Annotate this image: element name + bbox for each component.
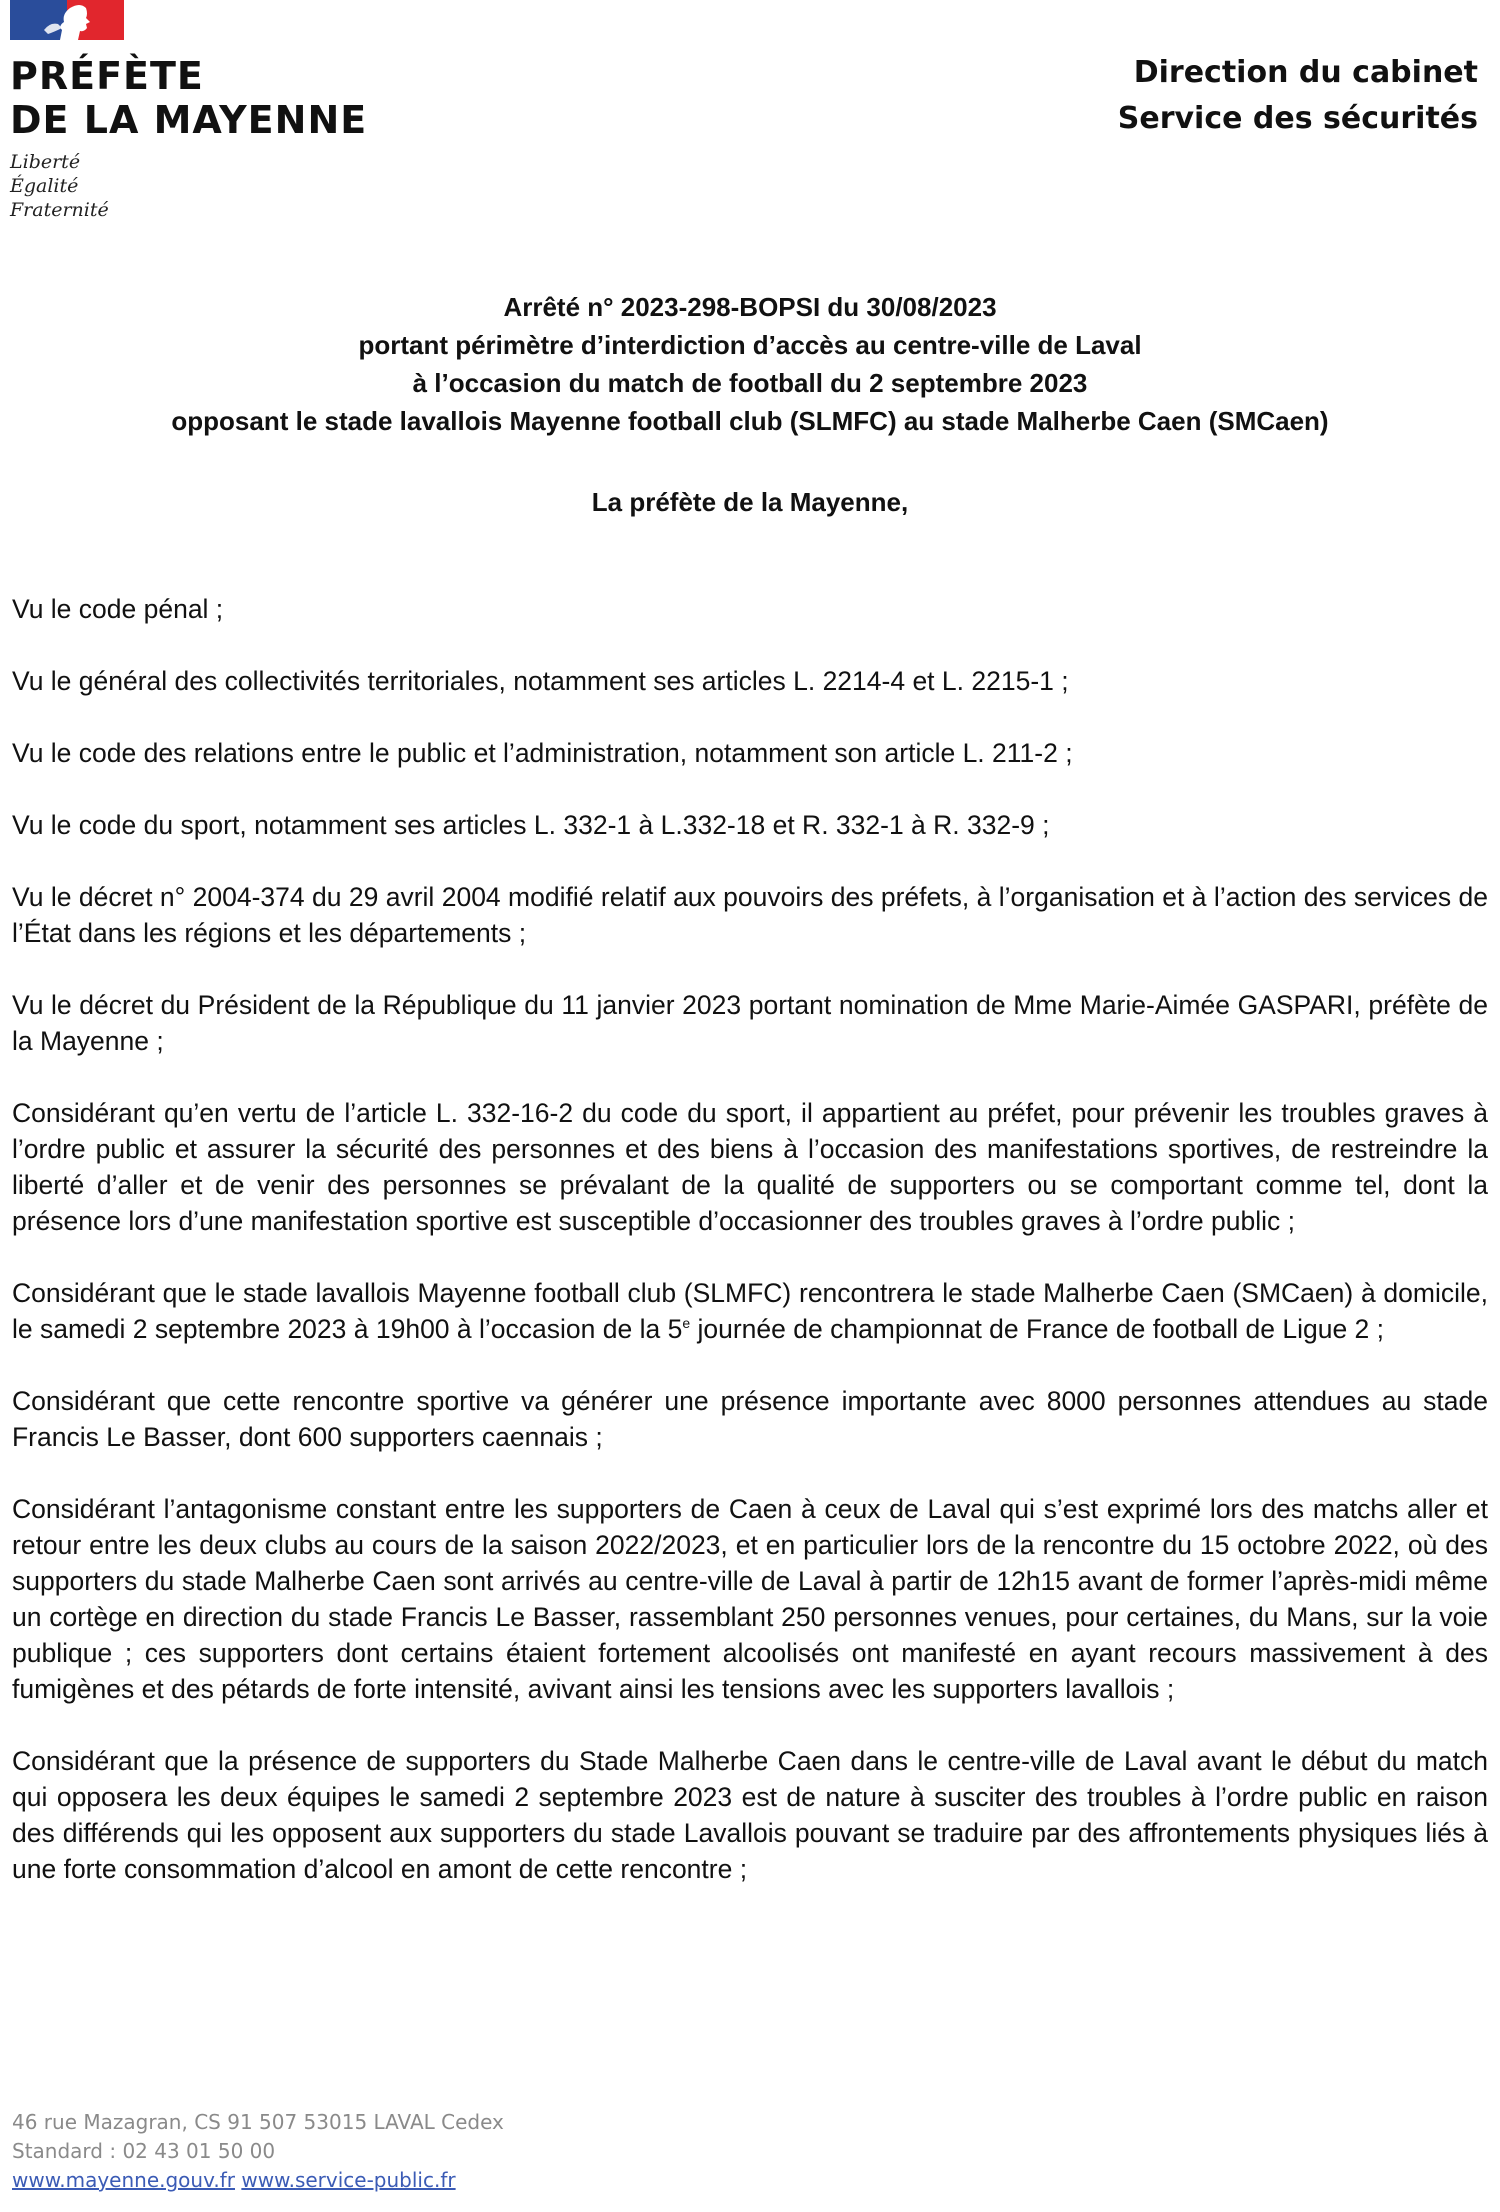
considerant-paragraph: Considérant l’antagonisme constant entre les supporters de Caen à ceux de Laval qui s’est exprimé lors des matchs aller et retour entre les deux clubs au cours de la saison 2022/2023, et en particulier lors de la rencontre du 15 octobre 2022, où des supporters du stade Malherbe Caen sont arrivés au centre-ville de Laval à partir de 12h15 avant de former l’après-midi même un cortège en direction du stade Francis Le Basser, rassemblant 250 personnes venues, pour certaines, du Mans, sur la voie publique ; ces supporters dont certains étaient fortement alcoolisés ont manifesté en ayant recours massivement à des fumigènes et des pétards de forte intensité, avivant ainsi les tensions avec les supporters lavallois ;: [12, 1494, 1488, 1704]
vu-paragraph: Vu le général des collectivités territoriales, notamment ses articles L. 2214-4 et L. 2215-1 ;: [12, 666, 1069, 696]
service-name: Service des sécurités: [1117, 101, 1478, 136]
decree-title-line-1: Arrêté n° 2023-298-BOPSI du 30/08/2023: [503, 292, 997, 322]
decree-title-line-2: portant périmètre d’interdiction d’accès au centre-ville de Laval: [358, 330, 1142, 360]
considerant-paragraph-match: [12, 1275, 1488, 1347]
decree-title: [0, 288, 1500, 440]
vu-paragraph: Vu le décret n° 2004-374 du 29 avril 2004 modifié relatif aux pouvoirs des préfets, à l’organisation et à l’action des services de l’État dans les régions et les départements ;: [12, 882, 1488, 948]
footer-address: 46 rue Mazagran, CS 91 507 53015 LAVAL Cedex: [12, 2110, 504, 2134]
prefecture-name-line-2: DE LA MAYENNE: [10, 98, 368, 142]
considerant-paragraph: Considérant que la présence de supporters du Stade Malherbe Caen dans le centre-ville de Laval avant le début du match qui opposera les deux équipes le samedi 2 septembre 2023 est de nature à susciter des troubles à l’ordre public en raison des différends qui les opposent aux supporters du stade Lavallois pouvant se traduire par des affrontements physiques liés à une forte consommation d’alcool en amont de cette rencontre ;: [12, 1746, 1488, 1884]
service-direction: Direction du cabinet: [1133, 55, 1478, 90]
republic-motto: [10, 150, 367, 222]
match-text-after: journée de championnat de France de football de Ligue 2 ;: [690, 1314, 1385, 1344]
marianne-profile-icon: [40, 0, 95, 40]
vu-paragraph: Vu le code pénal ;: [12, 594, 224, 624]
vu-paragraph: Vu le code du sport, notamment ses articles L. 332-1 à L.332-18 et R. 332-1 à R. 332-9 ;: [12, 810, 1050, 840]
service-public-link[interactable]: www.service-public.fr: [241, 2168, 456, 2192]
motto-liberte: Liberté: [10, 151, 81, 173]
prefecture-name: [10, 54, 367, 142]
vu-paragraph: Vu le décret du Président de la République du 11 janvier 2023 portant nomination de Mme Marie-Aimée GASPARI, préfète de la Mayenne ;: [12, 990, 1488, 1056]
decree-body: [12, 591, 1488, 1923]
prefecture-website-link[interactable]: www.mayenne.gouv.fr: [12, 2168, 235, 2192]
vu-paragraph: Vu le code des relations entre le public et l’administration, notamment son article L. 211-2 ;: [12, 738, 1073, 768]
ordinal-suffix: e: [682, 1315, 691, 1332]
footer-phone: Standard : 02 43 01 50 00: [12, 2139, 276, 2163]
motto-egalite: Égalité: [10, 175, 79, 197]
considerant-paragraph: Considérant que cette rencontre sportive va générer une présence importante avec 8000 personnes attendues au stade Francis Le Basser, dont 600 supporters caennais ;: [12, 1386, 1488, 1452]
marianne-flag-logo: [10, 0, 124, 40]
page-footer: [12, 2108, 504, 2195]
match-text-before: Considérant que le stade lavallois Mayenne football club (SLMFC) rencontrera le stade Malherbe Caen (SMCaen) à domicile, le samedi 2 septembre 2023 à 19h00 à l’occasion de la 5: [12, 1278, 1488, 1344]
decree-title-line-4: opposant le stade lavallois Mayenne football club (SLMFC) au stade Malherbe Caen (SMCaen): [171, 406, 1329, 436]
footer-links: [12, 2166, 504, 2195]
considerant-paragraph: Considérant qu’en vertu de l’article L. 332-16-2 du code du sport, il appartient au préfet, pour prévenir les troubles graves à l’ordre public et assurer la sécurité des personnes et des biens à l’occasion des manifestations sportives, de restreindre la liberté d’aller et de venir des personnes se prévalant de la qualité de supporters ou se comportant comme tel, dont la présence lors d’une manifestation sportive est susceptible d’occasionner des troubles graves à l’ordre public ;: [12, 1098, 1488, 1236]
decree-title-line-3: à l’occasion du match de football du 2 septembre 2023: [412, 368, 1088, 398]
prefecture-name-line-1: PRÉFÈTE: [10, 54, 204, 98]
signatory-line: La préfète de la Mayenne,: [591, 487, 909, 517]
issuing-service: [1118, 50, 1478, 142]
motto-fraternite: Fraternité: [10, 199, 109, 221]
prefecture-logo: [10, 0, 367, 222]
